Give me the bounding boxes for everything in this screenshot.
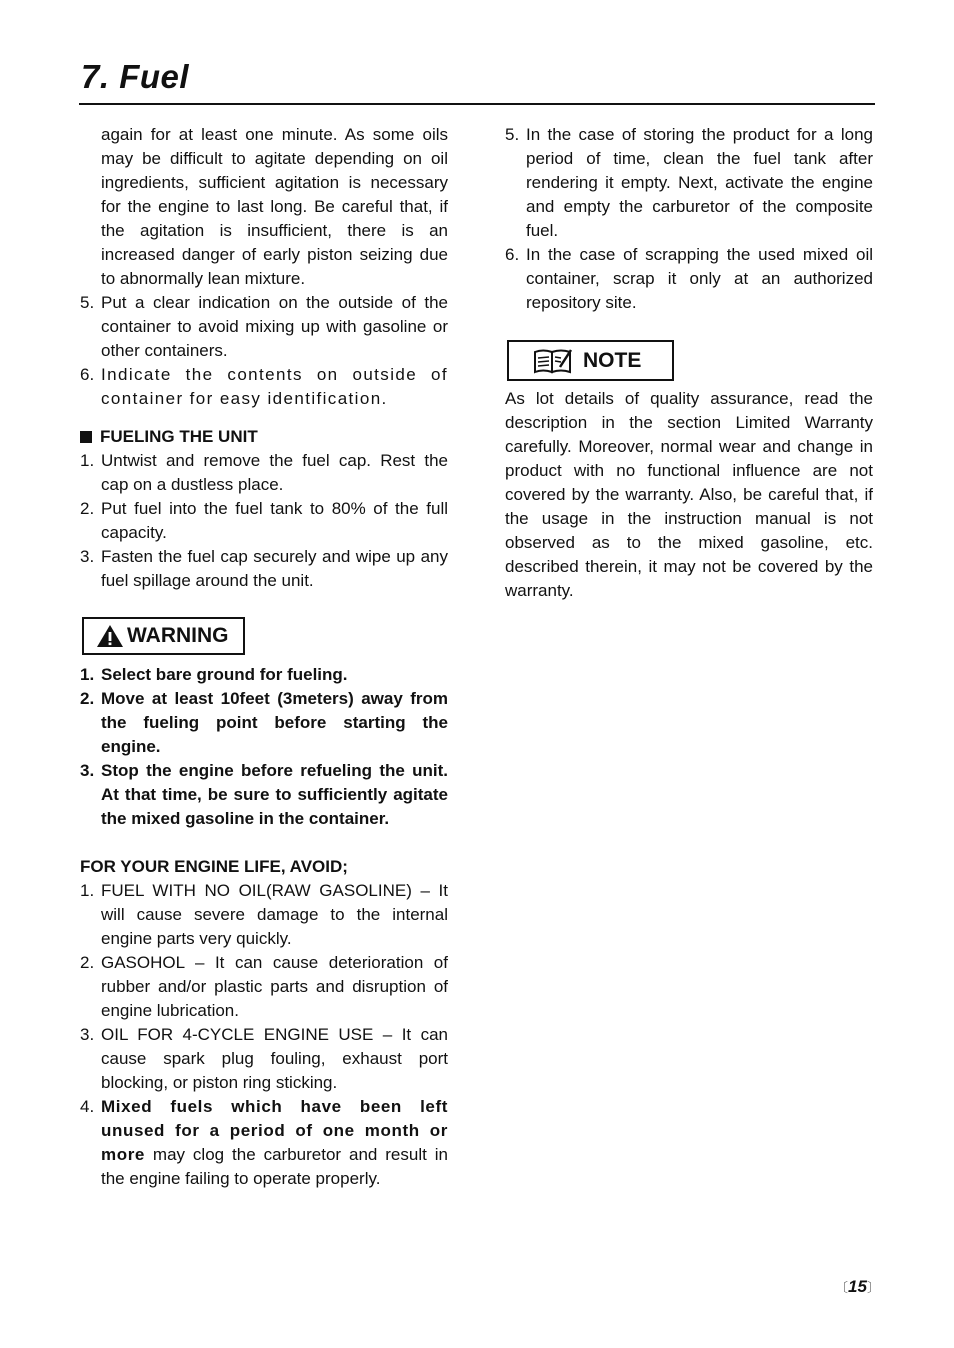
note-box xyxy=(507,340,674,381)
warning-box xyxy=(82,617,245,655)
note-paragraph: As lot details of quality assurance, read the description in the section Limited Warranty carefully. Moreover, normal wear and change in product with no functional influence are not covered by the warranty. Also, be careful that, if the usage in the instruction manual is not observed as to the mixed gasoline, etc. described therein, it may not be covered by the warranty. xyxy=(505,389,873,600)
notebook-icon xyxy=(533,348,573,374)
warning-item: 3. Stop the engine before refueling the unit. At that time, be sure to sufficiently agitate the mixed gasoline in the container. xyxy=(80,761,448,828)
warning-triangle-icon xyxy=(96,624,124,648)
avoid-heading: FOR YOUR ENGINE LIFE, AVOID; xyxy=(80,857,348,876)
list-item: 2. GASOHOL – It can cause deterioration of rubber and/or plastic parts and disruption of engine lubrication. xyxy=(80,953,448,1020)
list-item: 3. OIL FOR 4-CYCLE ENGINE USE – It can cause spark plug fouling, exhaust port blocking, or piston ring sticking. xyxy=(80,1025,448,1092)
square-bullet-icon xyxy=(80,431,92,443)
list-item: 3. Fasten the fuel cap securely and wipe up any fuel spillage around the unit. xyxy=(80,547,448,590)
note-label: NOTE xyxy=(583,348,642,372)
continuation-paragraph: again for at least one minute. As some oils may be difficult to agitate depending on oil ingredients, sufficient agitation is necessary for the engine to last long. Be careful that, if the agitation is insufficient, there is an increased danger of early piston seizing due to abnormally lean mixture. xyxy=(101,125,448,288)
fueling-heading: FUELING THE UNIT xyxy=(80,425,448,449)
list-item: 5. Put a clear indication on the outside of the container to avoid mixing up with gasoline or other containers. xyxy=(80,293,448,360)
list-item: 2. Put fuel into the fuel tank to 80% of the full capacity. xyxy=(80,499,448,542)
warning-item: 2. Move at least 10feet (3meters) away from the fueling point before starting the engine. xyxy=(80,689,448,756)
warning-label: WARNING xyxy=(127,624,229,647)
right-column xyxy=(505,123,873,603)
list-item: 1. FUEL WITH NO OIL(RAW GASOLINE) – It will cause severe damage to the internal engine parts very quickly. xyxy=(80,881,448,948)
left-column xyxy=(80,123,448,1191)
list-item: 4. Mixed fuels which have been left unused for a period of one month or more may clog the carburetor and result in the engine failing to operate properly. xyxy=(80,1097,448,1188)
bracket-right-icon: 〕 xyxy=(866,1280,880,1295)
list-item: 5. In the case of storing the product for a long period of time, clean the fuel tank after rendering it empty. Next, activate the engine and empty the carburetor of the composite fuel. xyxy=(505,125,873,240)
title-rule xyxy=(79,103,875,105)
page-number: 〔15〕 xyxy=(835,1277,880,1296)
list-item: 6. In the case of scrapping the used mixed oil container, scrap it only at an authorized repository site. xyxy=(505,245,873,312)
list-item: 6. Indicate the contents on outside of container for easy identification. xyxy=(80,365,448,408)
bracket-left-icon: 〔 xyxy=(835,1280,849,1295)
page-title: 7. Fuel xyxy=(81,58,190,95)
list-item: 1. Untwist and remove the fuel cap. Rest the cap on a dustless place. xyxy=(80,451,448,494)
warning-item: 1. Select bare ground for fueling. xyxy=(80,665,348,684)
